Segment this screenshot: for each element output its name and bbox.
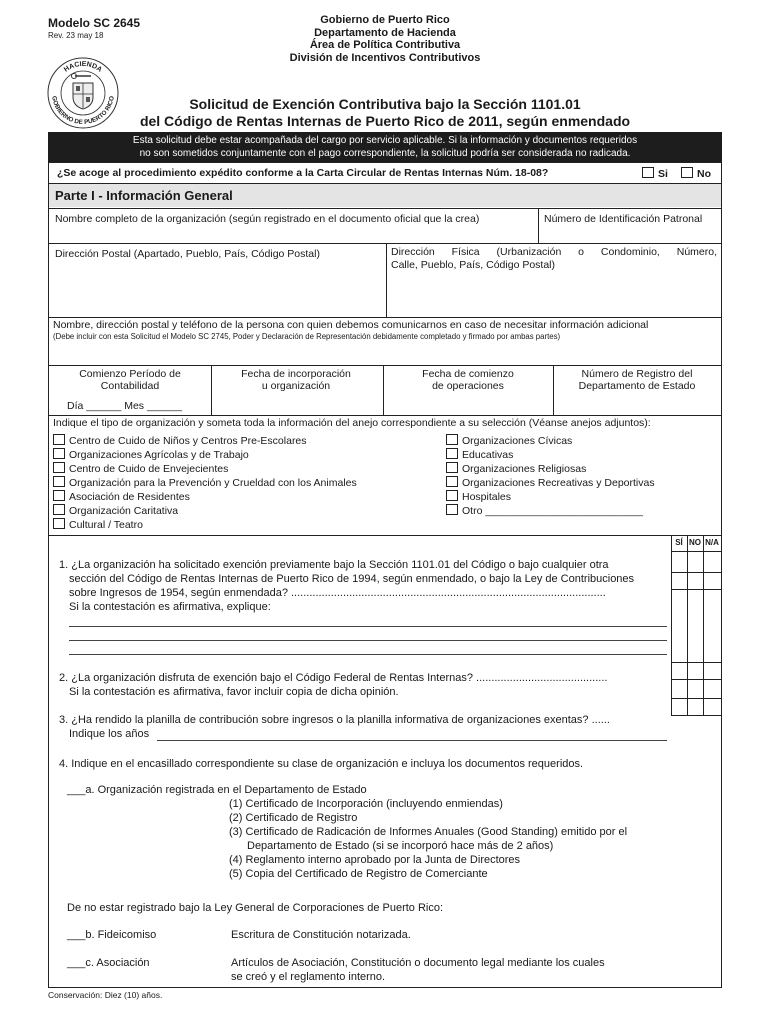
agency-line: División de Incentivos Contributivos <box>289 51 481 64</box>
incorp-label-1: Fecha de incorporación <box>241 368 351 380</box>
c-doc-line-1: Artículos de Asociación, Constitución o documento legal mediante los cuales <box>231 957 605 969</box>
q3-line-1: 3. ¿Ha rendido la planilla de contribución sobre ingresos o la planilla informativa de organizaciones exentas? ...... <box>59 714 610 726</box>
a-requirements <box>229 797 627 881</box>
period-label <box>55 368 205 392</box>
agency-line: Departamento de Hacienda <box>314 26 456 39</box>
agency-line: Gobierno de Puerto Rico <box>320 14 450 26</box>
q1-explain-line[interactable] <box>69 640 667 641</box>
application-form <box>48 162 722 988</box>
option-label: Cultural / Teatro <box>69 519 143 531</box>
q1-na-box[interactable] <box>704 573 720 588</box>
registry-number-label <box>553 368 721 392</box>
part-1-title: Parte I - Información General <box>55 188 233 203</box>
c-document <box>231 956 605 984</box>
q1-line-1: 1. ¿La organización ha solicitado exención previamente bajo la Sección 1101.01 del Código o bajo cualquier otra <box>59 559 609 571</box>
checkbox[interactable] <box>53 434 65 445</box>
contact-field[interactable] <box>53 343 717 361</box>
notice-bar <box>48 132 722 162</box>
ein-label: Número de Identificación Patronal <box>544 213 703 225</box>
operations-date-label <box>383 368 553 392</box>
contact-label: Nombre, dirección postal y teléfono de la persona con quien debemos comunicarnos en caso de necesitar información adicional <box>53 319 649 331</box>
contact-note: (Debe incluir con esta Solicitud el Modelo SC 2745, Poder y Declaración de Representación debidamente completado y firmado por ambas partes) <box>53 332 561 341</box>
incorp-label-2: u organización <box>261 380 331 392</box>
option-label: Organizaciones Recreativas y Deportivas <box>462 477 655 489</box>
period-label-2: Contabilidad <box>100 380 160 392</box>
page-title <box>60 96 710 130</box>
q3-yes-box[interactable] <box>672 699 686 714</box>
postal-address-field[interactable] <box>55 263 381 313</box>
checkbox[interactable] <box>53 448 65 459</box>
org-type-instruction: Indique el tipo de organización y someta toda la información del anejo correspondiente a su selección (Véanse anejos adjuntos): <box>53 417 651 429</box>
physical-address-field[interactable] <box>391 275 717 313</box>
checkbox[interactable] <box>446 490 458 501</box>
retention-footer: Conservación: Diez (10) años. <box>48 990 163 1000</box>
expedite-yes-checkbox[interactable] <box>642 167 654 178</box>
q1-line-2: sección del Código de Rentas Internas de Puerto Rico de 1994, según enmendado, o bajo la Ley de Contribuciones <box>69 573 635 585</box>
org-type-option[interactable] <box>53 434 307 447</box>
col-yes-header: SÍ <box>675 538 683 547</box>
question-1 <box>59 558 667 614</box>
option-b-trust[interactable]: ___b. Fideicomiso <box>67 929 157 941</box>
period-day-month[interactable]: Día ______ Mes ______ <box>67 400 183 412</box>
org-type-option[interactable] <box>446 490 511 503</box>
option-label: Educativas <box>462 449 514 461</box>
checkbox[interactable] <box>53 476 65 487</box>
org-type-option[interactable] <box>446 476 655 489</box>
org-type-option[interactable] <box>53 490 190 503</box>
option-label: Organizaciones Agrícolas y de Trabajo <box>69 449 249 461</box>
ops-label-1: Fecha de comienzo <box>422 368 514 380</box>
option-label: Otro ___________________________ <box>462 505 644 517</box>
option-c-association[interactable]: ___c. Asociación <box>67 957 150 969</box>
q3-no-box[interactable] <box>688 699 702 714</box>
checkbox[interactable] <box>53 518 65 529</box>
q2-yes-box[interactable] <box>672 663 686 678</box>
org-type-option[interactable] <box>446 448 513 461</box>
agency-header <box>240 14 530 64</box>
ein-field[interactable] <box>544 225 716 241</box>
expedite-yes-option[interactable] <box>642 167 668 180</box>
org-name-field[interactable] <box>55 225 533 241</box>
option-label: Organizaciones Religiosas <box>462 463 587 475</box>
question-3 <box>59 713 610 741</box>
org-type-option[interactable] <box>53 504 178 517</box>
q2-no-box[interactable] <box>688 663 702 678</box>
a-item: (1) Certificado de Incorporación (incluyendo enmiendas) <box>229 798 503 810</box>
option-a-registered[interactable]: ___a. Organización registrada en el Departamento de Estado <box>67 784 367 796</box>
a-item: (3) Certificado de Radicación de Informes Anuales (Good Standing) emitido por el <box>229 826 628 838</box>
q1-explain-line[interactable] <box>69 654 667 655</box>
revision-date: Rev. 23 may 18 <box>48 31 104 40</box>
question-4: 4. Indique en el encasillado correspondiente su clase de organización e incluya los documentos requeridos. <box>59 758 584 770</box>
option-label: Hospitales <box>462 491 512 503</box>
org-type-option[interactable] <box>446 462 586 475</box>
option-label: Asociación de Residentes <box>69 491 190 503</box>
org-type-option[interactable] <box>446 504 643 517</box>
form-id: Modelo SC 2645 <box>48 16 141 30</box>
q2-na-box[interactable] <box>704 663 720 678</box>
seal-top-text: HACIENDA <box>62 60 104 74</box>
checkbox[interactable] <box>53 490 65 501</box>
q1-line-4: Si la contestación es afirmativa, explique: <box>69 601 271 613</box>
col-no-header: NO <box>689 538 701 547</box>
option-label: Centro de Cuido de Niños y Centros Pre-Escolares <box>69 435 307 447</box>
registry-label-1: Número de Registro del <box>581 368 693 380</box>
expedite-no-option[interactable] <box>681 167 711 180</box>
a-item: (5) Copia del Certificado de Registro de Comerciante <box>229 868 488 880</box>
notice-line-1: Esta solicitud debe estar acompañada del cargo por servicio aplicable. Si la información y documentos requeridos <box>132 135 638 146</box>
q1-no-box[interactable] <box>688 573 702 588</box>
checkbox[interactable] <box>53 462 65 473</box>
q3-years-line[interactable] <box>157 740 667 741</box>
org-type-option[interactable] <box>53 462 228 475</box>
col-na-header: N/A <box>705 538 719 547</box>
svg-text:HACIENDA <box>63 61 103 74</box>
org-type-option[interactable] <box>446 434 572 447</box>
q3-line-2: Indique los años <box>69 728 150 740</box>
org-name-label: Nombre completo de la organización (según registrado en el documento oficial que la crea) <box>55 213 480 225</box>
agency-line: Área de Política Contributiva <box>309 39 461 51</box>
ops-label-2: de operaciones <box>432 380 504 392</box>
q1-explain-line[interactable] <box>69 626 667 627</box>
checkbox[interactable] <box>446 504 458 515</box>
physical-address-label-2: Calle, Pueblo, País, Código Postal) <box>391 259 556 271</box>
not-registered-note: De no estar registrado bajo la Ley General de Corporaciones de Puerto Rico: <box>67 902 444 914</box>
b-document: Escritura de Constitución notarizada. <box>231 929 411 941</box>
title-line-2: del Código de Rentas Internas de Puerto Rico de 2011, según enmendado <box>139 113 631 129</box>
a-item: Departamento de Estado (si se incorporó hace más de 2 años) <box>247 840 554 852</box>
checkbox[interactable] <box>446 462 458 473</box>
notice-line-2: no son sometidos conjuntamente con el pago correspondiente, la solicitud podría ser considerada no radicada. <box>139 148 631 159</box>
question-2 <box>59 671 607 699</box>
expedite-question: ¿Se acoge al procedimiento expédito conforme a la Carta Circular de Rentas Internas Núm. 18-08? <box>57 167 549 179</box>
a-item: (2) Certificado de Registro <box>229 812 358 824</box>
checkbox[interactable] <box>446 476 458 487</box>
option-label: Organización Caritativa <box>69 505 179 517</box>
option-label: Organización para la Prevención y Crueldad con los Animales <box>69 477 357 489</box>
physical-address-label-1: Dirección Física (Urbanización o Condominio, Número, <box>391 246 717 258</box>
q1-line-3: sobre Ingresos de 1954, según enmendada? ....................................................................................................... <box>69 587 606 599</box>
q3-na-box[interactable] <box>704 699 720 714</box>
option-label: Centro de Cuido de Envejecientes <box>69 463 229 475</box>
option-label: Organizaciones Cívicas <box>462 435 573 447</box>
q1-yes-box[interactable] <box>672 573 686 588</box>
a-item: (4) Reglamento interno aprobado por la Junta de Directores <box>229 854 521 866</box>
seal-bottom-text: GOBIERNO DE PUERTO RICO <box>50 95 116 127</box>
expedite-no-checkbox[interactable] <box>681 167 693 178</box>
q2-line-2: Si la contestación es afirmativa, favor incluir copia de dicha opinión. <box>69 686 399 698</box>
checkbox[interactable] <box>446 434 458 445</box>
period-label-1: Comienzo Período de <box>79 368 181 380</box>
postal-address-label: Dirección Postal (Apartado, Pueblo, País, Código Postal) <box>55 248 320 260</box>
org-type-option[interactable] <box>53 448 249 461</box>
checkbox[interactable] <box>446 448 458 459</box>
org-type-option[interactable] <box>53 518 143 531</box>
c-doc-line-2: se creó y el reglamento interno. <box>231 971 386 983</box>
expedite-yes-label: Si <box>658 168 668 180</box>
expedite-no-label: No <box>697 168 711 180</box>
title-line-1: Solicitud de Exención Contributiva bajo la Sección 1101.01 <box>189 96 581 112</box>
q2-line-1: 2. ¿La organización disfruta de exención bajo el Código Federal de Rentas Internas? ........................................... <box>59 672 608 684</box>
org-type-option[interactable] <box>53 476 357 489</box>
registry-label-2: Departamento de Estado <box>578 380 696 392</box>
incorporation-date-label <box>211 368 381 392</box>
checkbox[interactable] <box>53 504 65 515</box>
